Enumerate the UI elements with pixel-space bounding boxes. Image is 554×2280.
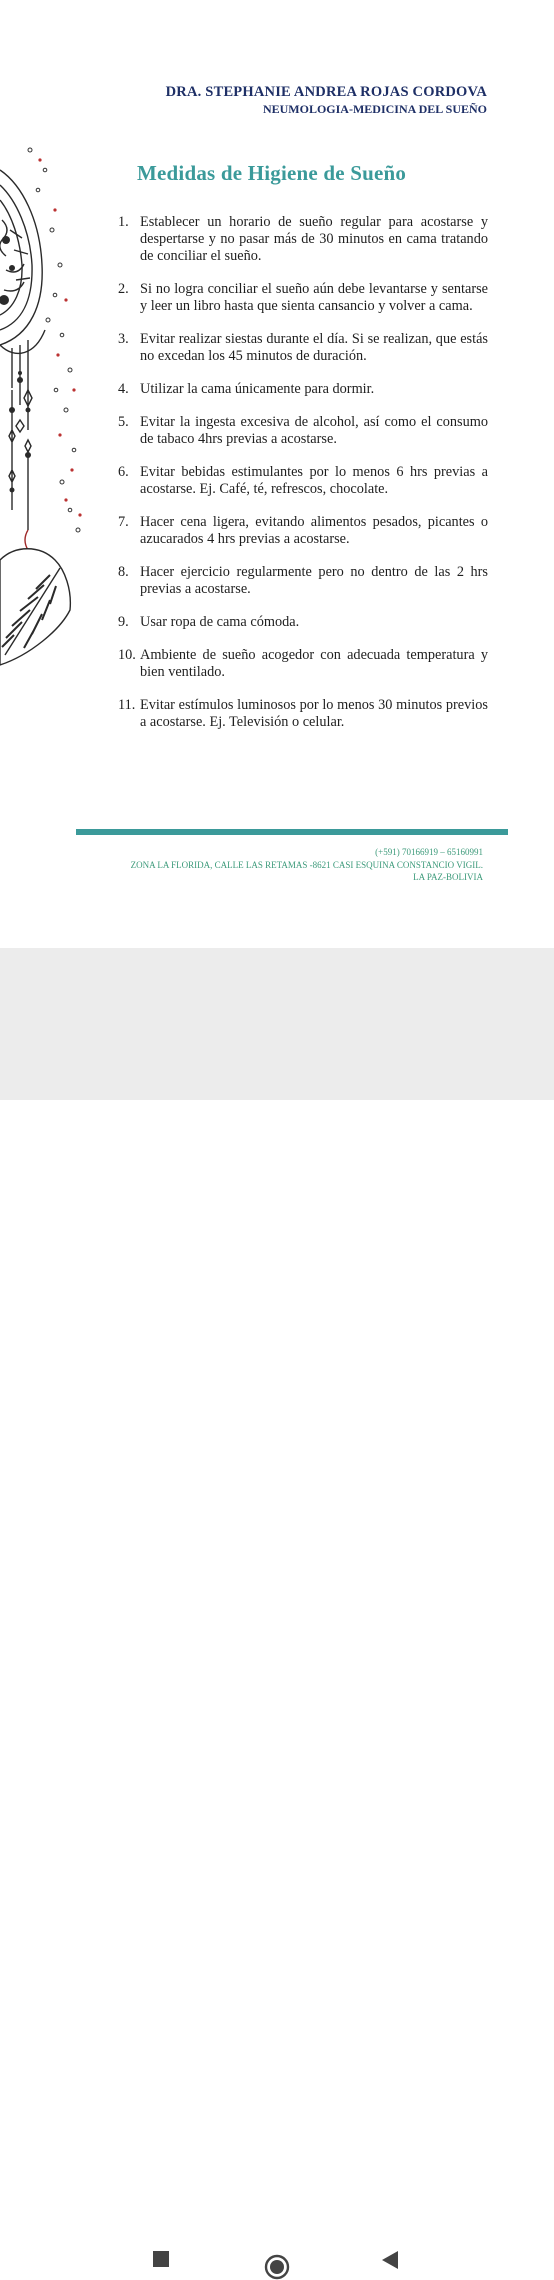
item-text: Usar ropa de cama cómoda. [140,614,300,630]
circle-home-icon[interactable] [264,2254,290,2280]
doctor-specialty: NEUMOLOGIA-MEDICINA DEL SUEÑO [262,102,487,116]
item-text: Evitar bebidas estimulantes por lo menos 6 hrs previas a acostarse. Ej. Café, té, refrescos, chocolate. [140,464,488,497]
list-item [118,647,488,681]
item-text: Si no logra conciliar el sueño aún debe levantarse y sentarse y leer un libro hasta que sienta cansancio y volver a cama. [140,281,488,314]
sleep-hygiene-list [118,214,488,747]
footer-address: ZONA LA FLORIDA, CALLE LAS RETAMAS -8621 CASI ESQUINA CONSTANCIO VIGIL. [130,860,483,870]
viewer-background [0,948,554,1100]
item-text: Evitar la ingesta excesiva de alcohol, así como el consumo de tabaco 4hrs previas a acostarse. [140,414,488,447]
list-item [118,381,488,398]
item-number: 11. [118,697,136,713]
document-page [0,0,554,948]
item-number: 5. [118,414,129,430]
item-number: 6. [118,464,129,480]
triangle-back-icon[interactable] [381,2250,399,2270]
item-number: 8. [118,564,129,580]
list-item [118,614,488,631]
item-text: Hacer cena ligera, evitando alimentos pesados, picantes o azucarados 4 hrs previas a acostarse. [140,514,488,547]
item-number: 4. [118,381,129,397]
item-text: Evitar estímulos luminosos por lo menos 30 minutos previos a acostarse. Ej. Televisión o celular. [140,697,488,730]
item-number: 7. [118,514,129,530]
list-item [118,281,488,315]
footer-phone: (+591) 70166919 – 65160991 [375,847,483,857]
list-item [118,331,488,365]
item-text: Ambiente de sueño acogedor con adecuada temperatura y bien ventilado. [140,647,488,680]
item-text: Hacer ejercicio regularmente pero no dentro de las 2 hrs previas a acostarse. [140,564,488,597]
item-number: 3. [118,331,129,347]
item-number: 1. [118,214,129,230]
list-item [118,464,488,498]
doctor-name: DRA. STEPHANIE ANDREA ROJAS CORDOVA [165,84,487,100]
footer-city: LA PAZ-BOLIVIA [413,872,483,882]
item-text: Utilizar la cama únicamente para dormir. [140,381,375,397]
list-item [118,564,488,598]
list-item [118,214,488,265]
item-number: 10. [118,647,136,663]
list-item [118,514,488,548]
dreamcatcher-illustration [0,90,85,700]
item-text: Establecer un horario de sueño regular para acostarse y despertarse y no pasar más de 30 minutos en cama tratando de conciliar el sueño. [140,214,488,264]
list-item [118,414,488,448]
footer-divider [76,829,508,835]
system-navigation-bar [0,1100,554,1200]
item-number: 9. [118,614,129,630]
item-text: Evitar realizar siestas durante el día. Si se realizan, que estás no excedan los 45 minutos de duración. [140,331,488,364]
document-title: Medidas de Higiene de Sueño [137,161,407,185]
square-icon[interactable] [152,2250,170,2268]
list-item [118,697,488,731]
item-number: 2. [118,281,129,297]
